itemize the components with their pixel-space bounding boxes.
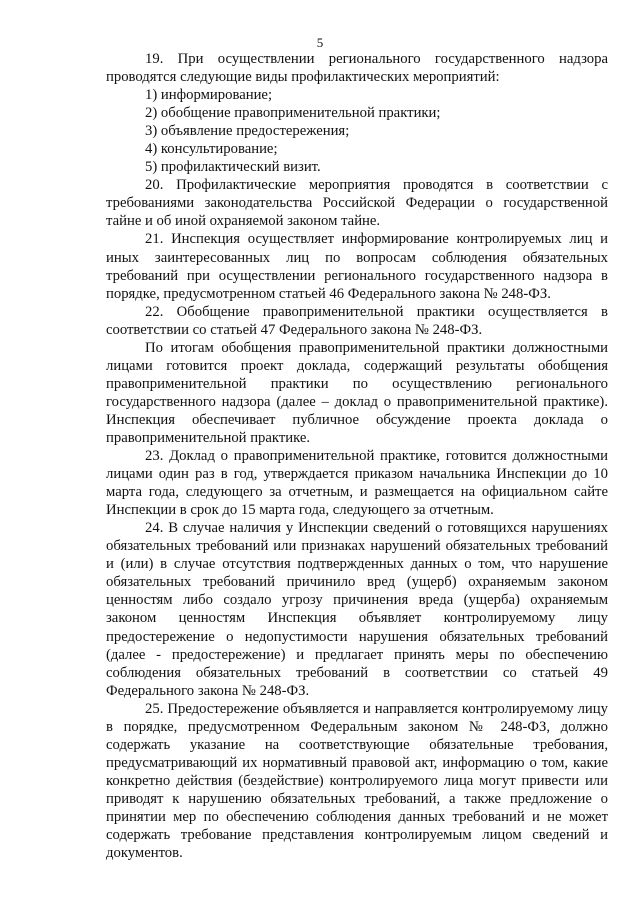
list-item: 3) объявление предостережения; xyxy=(145,123,350,140)
list-item: 2) обобщение правоприменительной практики; xyxy=(145,105,441,122)
paragraph: 24. В случае наличия у Инспекции сведений о готовящихся нарушениях обязательных требований или признаках нарушений обязательных требований и (или) в случае отсутствия подтвержденных данных о том, что нарушение обязательных требований причинило вред (ущерб) охраняемым законом ценностям либо создало угрозу причинения вреда (ущерба) охраняемым законом ценностям Инспекция объявляет контролируемому лицу предостережение о недопустимости нарушения обязательных требований (далее - предостережение) и предлагает принять меры по обеспечению соблюдения обязательных требований в соответствии со статьей 49 Федерального закона № 248-ФЗ. xyxy=(106,520,608,699)
paragraph: 21. Инспекция осуществляет информирование контролируемых лиц и иных заинтересованных лиц по вопросам соблюдения обязательных требований при осуществлении регионального государственного надзора в порядке, предусмотренном статьей 46 Федерального закона № 248-ФЗ. xyxy=(106,231,608,302)
paragraph: 19. При осуществлении регионального государственного надзора проводятся следующие виды профилактических мероприятий: xyxy=(106,51,608,86)
list-item: 5) профилактический визит. xyxy=(145,159,321,176)
page-number: 5 xyxy=(316,35,324,50)
paragraph: 20. Профилактические мероприятия проводятся в соответствии с требованиями законодательства Российской Федерации о государственной тайне и об иной охраняемой законом тайне. xyxy=(106,177,608,230)
list-item: 4) консультирование; xyxy=(145,141,278,158)
paragraph: 23. Доклад о правоприменительной практике, готовится должностными лицами один раз в год, утверждается приказом начальника Инспекции до 10 марта года, следующего за отчетным, и размещается на официальном сайте Инспекции в срок до 15 марта года, следующего за отчетным. xyxy=(106,448,608,519)
paragraph: 22. Обобщение правоприменительной практики осуществляется в соответствии со статьей 47 Федерального закона № 248-ФЗ. xyxy=(106,303,608,338)
document-body xyxy=(106,50,608,862)
paragraph: 25. Предостережение объявляется и направляется контролируемому лицу в порядке, предусмотренном Федеральным законом № 248-ФЗ, должно содержать указание на соответствующие обязательные требования, предусматривающий их нормативный правовой акт, информацию о том, какие конкретно действия (бездействие) контролируемого лица могут привести или приводят к нарушению обязательных требований, а также предложение о принятии мер по обеспечению соблюдения данных требований и не может содержать требование представления контролируемым лицом сведений и документов. xyxy=(106,700,608,862)
list-item: 1) информирование; xyxy=(145,87,273,104)
paragraph: По итогам обобщения правоприменительной практики должностными лицами готовится проект доклада, содержащий результаты обобщения правоприменительной практики по осуществлению регионального государственного надзора (далее – доклад о правоприменительной практике). Инспекция обеспечивает публичное обсуждение проекта доклада о правоприменительной практике. xyxy=(106,339,608,446)
